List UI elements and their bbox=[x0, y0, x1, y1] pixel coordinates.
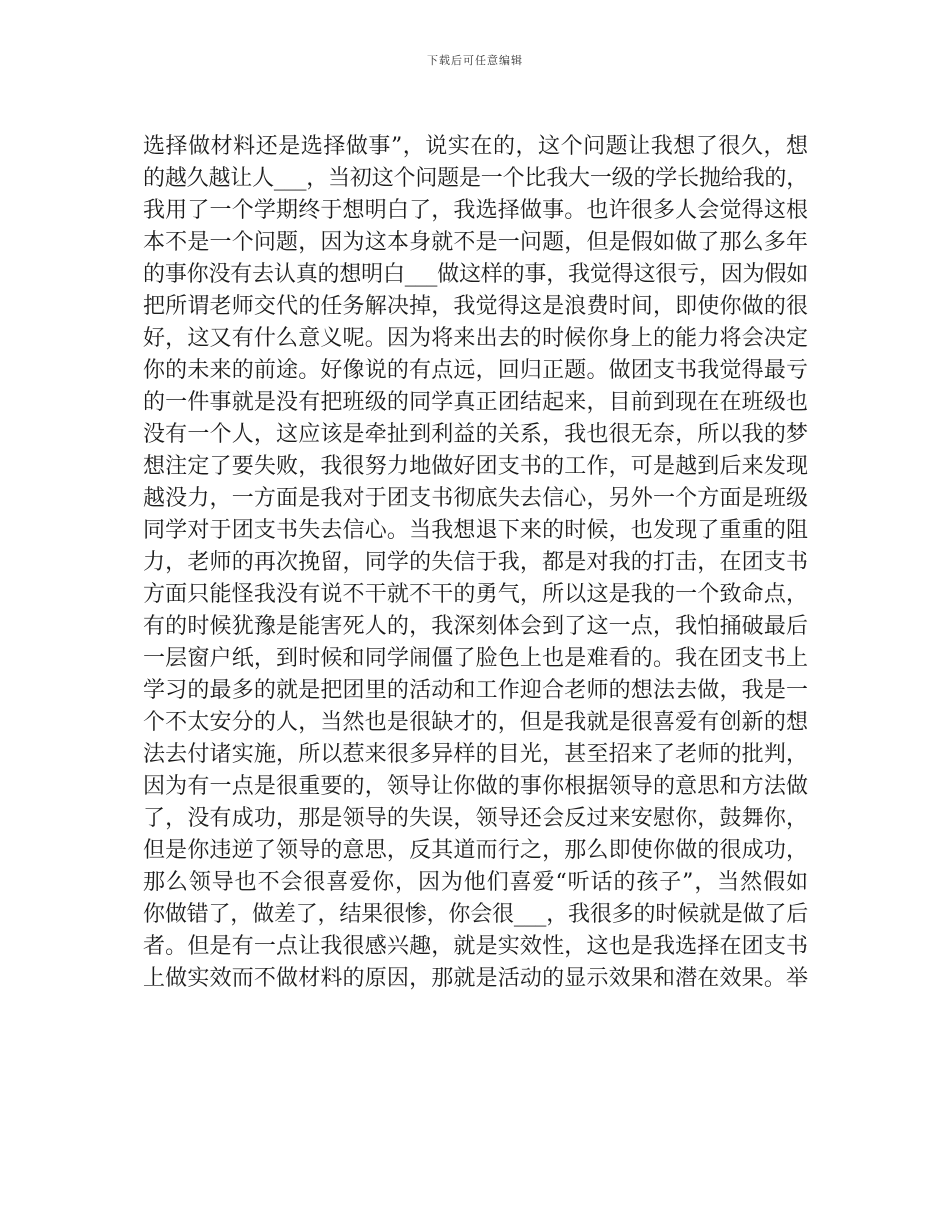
text-line: 了，没有成功，那是领导的失误，领导还会反过来安慰你，鼓舞你， bbox=[143, 806, 808, 831]
text-line: 你做错了，做差了，结果很惨，你会很___，我很多的时候就是做了后 bbox=[143, 902, 808, 927]
text-line: 我用了一个学期终于想明白了，我选择做事。也许很多人会觉得这根 bbox=[143, 198, 808, 223]
text-line: 的越久越让人___，当初这个问题是一个比我大一级的学长抛给我的， bbox=[143, 166, 808, 191]
text-line: 上做实效而不做材料的原因，那就是活动的显示效果和潜在效果。举 bbox=[143, 966, 808, 991]
page-header: 下载后可任意编辑 bbox=[427, 54, 523, 67]
text-line: 一层窗户纸，到时候和同学闹僵了脸色上也是难看的。我在团支书上 bbox=[143, 646, 808, 671]
text-line: 那么领导也不会很喜爱你，因为他们喜爱“听话的孩子”，当然假如 bbox=[143, 870, 808, 895]
document-body bbox=[143, 131, 808, 995]
text-line: 把所谓老师交代的任务解决掉，我觉得这是浪费时间，即使你做的很 bbox=[143, 294, 808, 319]
text-line: 因为有一点是很重要的，领导让你做的事你根据领导的意思和方法做 bbox=[143, 774, 808, 799]
text-line: 个不太安分的人，当然也是很缺才的，但是我就是很喜爱有创新的想 bbox=[143, 710, 808, 735]
text-line: 本不是一个问题，因为这本身就不是一问题，但是假如做了那么多年 bbox=[143, 230, 808, 255]
text-line: 同学对于团支书失去信心。当我想退下来的时候，也发现了重重的阻 bbox=[143, 518, 808, 543]
text-line: 方面只能怪我没有说不干就不干的勇气，所以这是我的一个致命点， bbox=[143, 582, 808, 607]
text-line: 有的时候犹豫是能害死人的，我深刻体会到了这一点，我怕捅破最后 bbox=[143, 614, 808, 639]
text-line: 你的未来的前途。好像说的有点远，回归正题。做团支书我觉得最亏 bbox=[143, 358, 808, 383]
text-line: 想注定了要失败，我很努力地做好团支书的工作，可是越到后来发现 bbox=[143, 454, 808, 479]
text-line: 法去付诸实施，所以惹来很多异样的目光，甚至招来了老师的批判， bbox=[143, 742, 808, 767]
text-line: 学习的最多的就是把团里的活动和工作迎合老师的想法去做，我是一 bbox=[143, 678, 808, 703]
text-line: 者。但是有一点让我很感兴趣，就是实效性，这也是我选择在团支书 bbox=[143, 934, 808, 959]
text-line: 没有一个人，这应该是牵扯到利益的关系，我也很无奈，所以我的梦 bbox=[143, 422, 808, 447]
text-line: 力，老师的再次挽留，同学的失信于我，都是对我的打击，在团支书 bbox=[143, 550, 808, 575]
text-line: 但是你违逆了领导的意思，反其道而行之，那么即使你做的很成功， bbox=[143, 838, 808, 863]
text-line: 的事你没有去认真的想明白___做这样的事，我觉得这很亏，因为假如 bbox=[143, 262, 808, 287]
text-line: 的一件事就是没有把班级的同学真正团结起来，目前到现在在班级也 bbox=[143, 390, 808, 415]
text-line: 选择做材料还是选择做事”，说实在的，这个问题让我想了很久，想 bbox=[143, 134, 808, 159]
text-line: 好，这又有什么意义呢。因为将来出去的时候你身上的能力将会决定 bbox=[143, 326, 808, 351]
text-line: 越没力，一方面是我对于团支书彻底失去信心，另外一个方面是班级 bbox=[143, 486, 808, 511]
